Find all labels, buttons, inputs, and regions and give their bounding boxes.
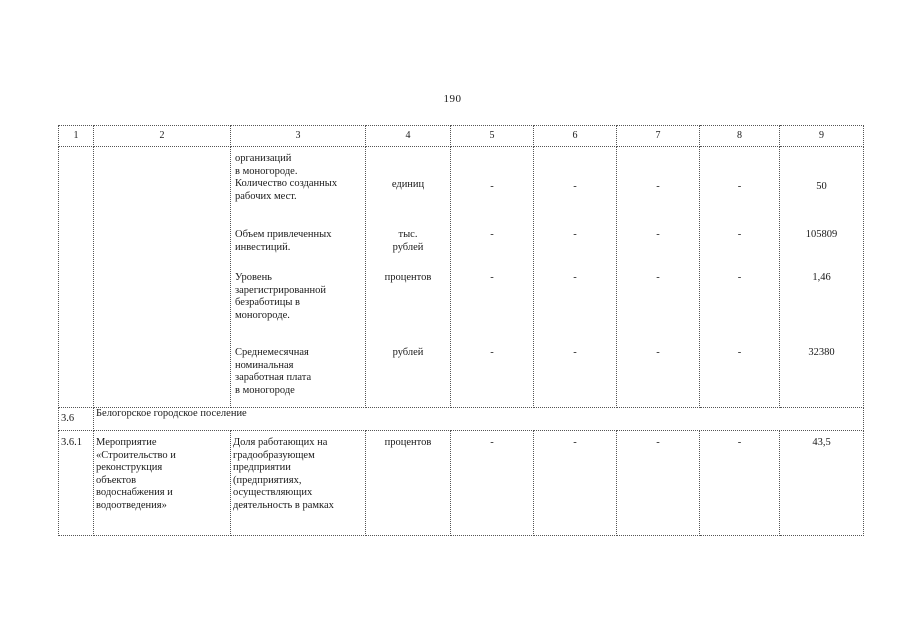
dash-value: - [573,229,577,240]
indicator-text: организаций в моногороде. Количество созданных рабочих мест. [235,153,338,202]
dash-value: - [573,347,577,358]
header-cell: 1 [59,126,94,147]
dash-value: - [737,347,742,358]
dash-value: - [737,272,742,283]
target-value: 32380 [808,347,835,358]
unit-text: процентов [384,272,432,283]
indicator-text: Доля работающих на градообразующем предприятии (предприятиях, осуществляющих деятельность в рамках [231,431,366,536]
indicator-text: Среднемесячная номинальная заработная плата в моногороде [235,347,312,396]
dash-value: - [656,272,660,283]
dash-value: - [656,229,660,240]
dash-value: - [573,181,577,192]
dash-value: - [737,181,742,192]
header-cell: 4 [366,126,451,147]
section-title: Белогорское городское поселение [94,408,864,431]
table-header-row [59,126,864,147]
header-cell: 3 [231,126,366,147]
column-5 [451,147,534,408]
indicator-text: Уровень зарегистрированной безработицы в моногороде. [235,272,326,321]
dash-value: - [490,181,494,192]
section-number: 3.6 [59,408,94,431]
table-row [59,431,864,536]
header-cell: 9 [780,126,864,147]
dash-value: - [700,431,780,536]
column-9 [780,147,864,408]
dash-value: - [656,347,660,358]
row-number: 3.6.1 [59,431,94,536]
target-value: 1,46 [812,272,831,283]
header-cell: 2 [94,126,231,147]
measure-text: Мероприятие «Строительство и реконструкция объектов водоснабжения и водоотведения» [94,431,231,536]
dash-value: - [617,431,700,536]
target-value: 105809 [805,229,838,240]
dash-value: - [573,272,577,283]
unit-text: единиц [391,179,425,190]
dash-value: - [656,181,660,192]
dash-value: - [737,229,742,240]
page-number: 190 [443,93,462,105]
unit-text: рублей [392,347,424,358]
unit-text: тыс. рублей [392,229,424,253]
column-6 [534,147,617,408]
target-value: 43,5 [780,431,864,536]
indicator-column [231,147,366,408]
dash-value: - [490,229,494,240]
dash-value: - [490,347,494,358]
header-cell: 8 [700,126,780,147]
dash-value: - [490,272,494,283]
column-7 [617,147,700,408]
header-cell: 6 [534,126,617,147]
header-cell: 7 [617,126,700,147]
table-cell-empty [94,147,231,408]
table-row-continued [59,147,864,408]
table-cell-empty [59,147,94,408]
column-8 [700,147,780,408]
unit-text: процентов [366,431,451,536]
table-row-section [59,408,864,431]
dash-value: - [451,431,534,536]
unit-column [366,147,451,408]
header-cell: 5 [451,126,534,147]
target-value: 50 [816,181,827,192]
dash-value: - [534,431,617,536]
data-table [58,125,864,536]
indicator-text: Объем привлеченных инвестиций. [235,229,332,253]
